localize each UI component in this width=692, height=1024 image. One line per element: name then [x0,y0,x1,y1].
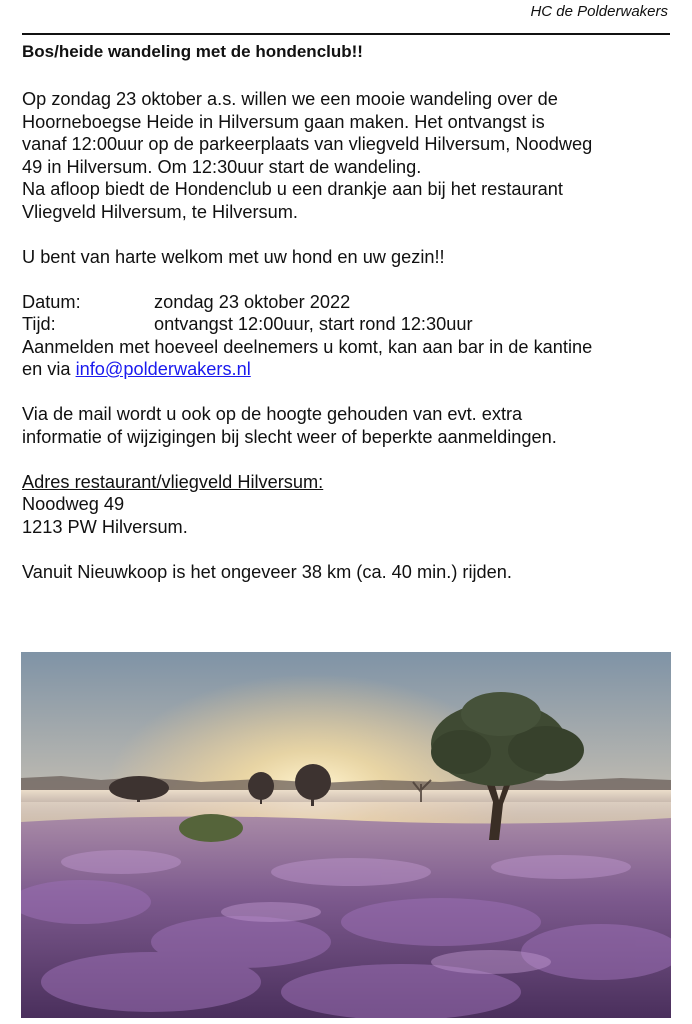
date-row [22,291,672,314]
intro-line: Hoorneboegse Heide in Hilversum gaan maken. Het ontvangst is [22,111,545,132]
address-heading: Adres restaurant/vliegveld Hilversum: [22,471,324,492]
time-value: ontvangst 12:00uur, start rond 12:30uur [154,314,473,334]
date-label: Datum: [22,291,81,312]
signup-line: Aanmelden met hoeveel deelnemers u komt, kan aan bar in de kantine [22,336,593,357]
intro-line: vanaf 12:00uur op de parkeerplaats van vliegveld Hilversum, Noodweg [22,134,593,154]
header-divider [22,33,670,35]
welcome-line: U bent van harte welkom met uw hond en uw gezin!! [22,246,445,267]
signup-prefix: en via [22,359,76,379]
photo-canvas [21,652,671,1018]
email-link[interactable]: info@polderwakers.nl [75,359,251,379]
mail-info-line: informatie of wijzigingen bij slecht weer of beperkte aanmeldingen. [22,426,557,447]
time-row [22,313,672,336]
page-title: Bos/heide wandeling met de hondenclub!! [22,42,363,61]
intro-line: 49 in Hilversum. Om 12:30uur start de wandeling. [22,156,422,177]
travel-line: Vanuit Nieuwkoop is het ongeveer 38 km (ca. 40 min.) rijden. [22,561,512,582]
intro-line: Vliegveld Hilversum, te Hilversum. [22,201,298,222]
mail-info-line: Via de mail wordt u ook op de hoogte gehouden van evt. extra [22,404,523,424]
signup-email-line [22,358,672,381]
header-brand: HC de Polderwakers [530,3,668,20]
heath-sunrise-photo [21,652,671,1018]
letter-body [22,88,672,583]
intro-line: Op zondag 23 oktober a.s. willen we een mooie wandeling over de [22,89,558,109]
intro-line: Na afloop biedt de Hondenclub u een drankje aan bij het restaurant [22,179,563,199]
address-city: 1213 PW Hilversum. [22,516,188,537]
time-label: Tijd: [22,314,56,334]
address-street: Noodweg 49 [22,494,125,514]
date-value: zondag 23 oktober 2022 [154,291,351,312]
